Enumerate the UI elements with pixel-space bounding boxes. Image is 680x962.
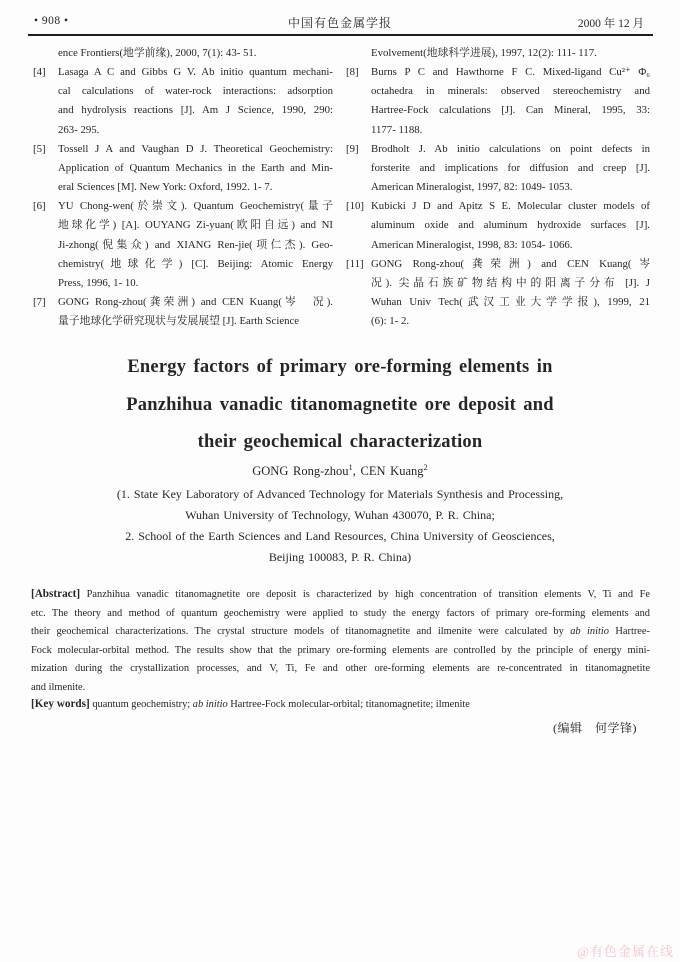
abstract-paragraph (31, 585, 650, 697)
reference-number: [5] (33, 142, 46, 155)
text-segment: [Abstract] (31, 588, 81, 600)
text-segment: etc. The theory and method of quantum geochemistry were applied to study the energy factors of primary ore-forming elements and (31, 607, 650, 619)
article-title (0, 349, 680, 462)
authors-line (0, 462, 680, 479)
editor-note: (编辑 何学锋) (553, 721, 637, 735)
reference-line: Wuhan Univ Tech(武汉工业大学学报), 1999, 21 (371, 296, 650, 309)
reference-line: Press, 1996, 1- 10. (58, 276, 139, 289)
author-affiliation-superscript-1: 1 (348, 462, 353, 472)
reference-number: [8] (346, 66, 359, 79)
header-rule (28, 34, 653, 36)
reference-number: [10] (346, 200, 364, 213)
reference-line: [10] Kubicki J D and Apitz S E. Molecular cluster models of (371, 197, 650, 216)
text-segment: ab initio (192, 699, 228, 710)
reference-number: [11] (346, 257, 364, 270)
text-segment: ab initio (570, 626, 609, 638)
abstract-line (31, 605, 650, 624)
text-segment: and ilmenite. (31, 681, 86, 693)
reference-line: [5] Tossell J A and Vaughan D J. Theoretical Geochemistry: (58, 140, 333, 159)
reference-line: [7] GONG Rong-zhou(龚荣洲) and CEN Kuang(岑 况). (58, 293, 333, 312)
watermark: @有色金属在线 (577, 944, 674, 959)
reference-line: [8] Burns P C and Hawthorne F C. Mixed-ligand Cu²⁺ Φ₆ (371, 63, 650, 82)
reference-line: octahedra in minerals: observed stereochemistry and (371, 85, 650, 98)
text-segment: Hartree-Fock molecular-orbital; titanomagnetite; ilmenite (227, 699, 470, 710)
reference-line: Application of Quantum Mechanics in the Earth and Min- (58, 161, 333, 174)
affiliation-line-2: Wuhan University of Technology, Wuhan 430070, P. R. China; (185, 508, 495, 522)
keywords-line (31, 698, 650, 710)
reference-line: [4] Lasaga A C and Gibbs G V. Ab initio quantum mechani- (58, 63, 333, 82)
reference-line: 量子地球化学研究现状与发展展望 [J]. Earth Science (58, 315, 300, 328)
reference-line: 况). 尖晶石族矿物结构中的阳离子分布 [J]. J (371, 276, 650, 289)
text-segment: [Key words] (31, 698, 90, 710)
article-title-line-2: Panzhihua vanadic titanomagnetite ore deposit and (126, 394, 554, 415)
text-segment: Hartree- (608, 626, 650, 638)
text-segment: Panzhihua vanadic titanomagnetite ore deposit is characterized by high concentration of transition elements V, Ti and Fe (80, 589, 650, 600)
reference-line: American Mineralogist, 1997, 82: 1049- 1053. (371, 181, 573, 194)
text-segment: their geochemical characterizations. The crystal structure models of titanomagnetite and ilmenite were calculated by (31, 626, 571, 638)
reference-line: 263- 295. (58, 123, 100, 136)
abstract-line (31, 585, 650, 605)
reference-line: ence Frontiers(地学前缘), 2000, 7(1): 43- 51. (58, 47, 257, 59)
reference-number: [4] (33, 66, 46, 79)
authors-separator: , (352, 464, 361, 479)
reference-line: cal calculations of water-rock interactions: adsorption (58, 85, 333, 98)
abstract-line (31, 642, 650, 661)
reference-line: American Mineralogist, 1998, 83: 1054- 1066. (371, 238, 573, 251)
reference-line: Ji-zhong(倪集众) and XIANG Ren-jie(项仁杰). Geo- (58, 238, 333, 251)
reference-line: eral Sciences [M]. New York: Oxford, 1992. 1- 7. (58, 181, 273, 194)
header-journal-title: 中国有色金属学报 (287, 16, 393, 30)
reference-line: forsterite and implications for diffusion and creep [J]. (371, 161, 650, 174)
text-segment: Fock molecular-orbital method. The results show that the primary ore-forming elements are controlled by the principle of energy mini- (31, 644, 650, 656)
author-name-1: GONG Rong-zhou (252, 464, 349, 479)
header-page-number: • 908 • (34, 15, 69, 27)
text-segment: quantum geochemistry; (89, 699, 193, 710)
references-right-column (346, 44, 650, 331)
affiliation-line-4: Beijing 100083, P. R. China) (268, 550, 412, 564)
article-title-line-3: their geochemical characterization (197, 432, 483, 452)
abstract-line (31, 679, 650, 698)
reference-line: 地球化学) [A]. OUYANG Zi-yuan(欧阳自远) and NI (58, 219, 333, 232)
abstract-line (31, 660, 650, 679)
text-segment: mization during the crystallization processes, and V, Ti, Fe and other ore-forming elements are re-concentrated in titanomagnetite (31, 663, 650, 675)
reference-line: [6] YU Chong-wen(於崇文). Quantum Geochemistry(量子 (58, 197, 333, 216)
abstract-line (31, 623, 650, 642)
affiliation-line-3: 2. School of the Earth Sciences and Land Resources, China University of Geosciences, (125, 529, 555, 543)
references-left-column (33, 44, 333, 331)
reference-line: (6): 1- 2. (371, 315, 410, 328)
reference-line: 1177- 1188. (371, 123, 423, 136)
article-title-line-1: Energy factors of primary ore-forming elements in (127, 357, 553, 377)
reference-number: [6] (33, 200, 46, 213)
reference-line: [9] Brodholt J. Ab initio calculations on point defects in (371, 140, 650, 159)
affiliations-block (0, 484, 680, 568)
header-issue-date: 2000 年 12 月 (577, 18, 644, 30)
reference-line: Hartree-Fock calculations [J]. Can Mineral, 1995, 33: (371, 104, 650, 117)
reference-line: and hydrolysis reactions [J]. Am J Science, 1990, 290: (58, 104, 333, 117)
reference-line: [11] GONG Rong-zhou(龚荣洲) and CEN Kuang(岑 (371, 255, 650, 274)
reference-line: Evolvement(地球科学进展), 1997, 12(2): 111- 117. (371, 47, 597, 59)
reference-number: [9] (346, 142, 359, 155)
author-affiliation-superscript-2: 2 (423, 462, 428, 472)
reference-number: [7] (33, 296, 46, 309)
reference-line: chemistry(地球化学) [C]. Beijing: Atomic Energy (58, 257, 333, 270)
affiliation-line-1: (1. State Key Laboratory of Advanced Technology for Materials Synthesis and Processing, (116, 487, 564, 501)
author-name-2: CEN Kuang (360, 464, 424, 479)
reference-line: aluminum oxide and aluminum hydroxide surfaces [J]. (371, 219, 650, 232)
